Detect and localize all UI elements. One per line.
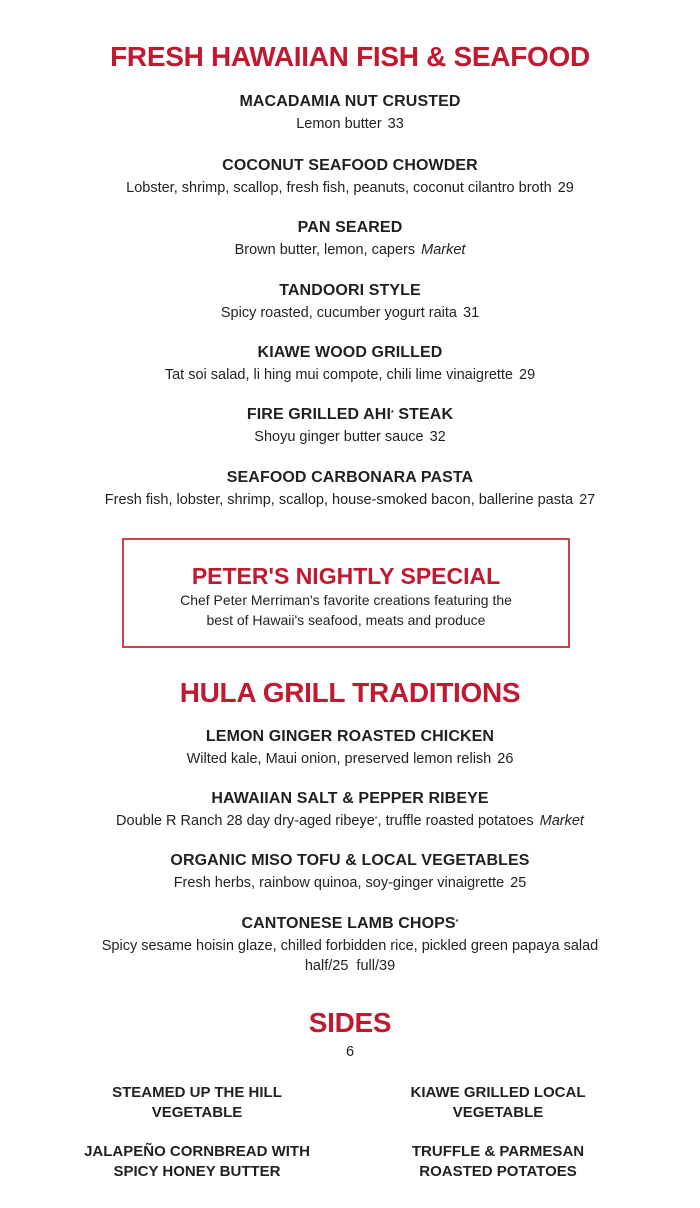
- item-desc: Fresh fish, lobster, shrimp, scallop, house-smoked bacon, ballerine pasta: [104, 492, 574, 508]
- menu-item: [0, 914, 700, 976]
- item-desc: Spicy roasted, cucumber yogurt raita: [220, 305, 457, 321]
- special-line-2: best of Hawaii's seafood, meats and produce: [206, 612, 486, 628]
- menu-item: [0, 156, 700, 198]
- item-name: PAN SEARED: [297, 219, 403, 236]
- item-name: SEAFOOD CARBONARA PASTA: [226, 469, 474, 486]
- special-title: PETER'S NIGHTLY SPECIAL: [191, 563, 501, 589]
- item-desc: Lemon butter: [296, 116, 382, 132]
- item-name: HAWAIIAN SALT & PEPPER RIBEYE: [211, 790, 489, 807]
- item-name: FIRE GRILLED AHI: [246, 406, 391, 423]
- menu-item: [0, 468, 700, 510]
- menu-item: [0, 789, 700, 831]
- sides-price: 6: [345, 1044, 355, 1060]
- asterisk: *: [374, 816, 378, 823]
- item-desc: Shoyu ginger butter sauce: [254, 429, 424, 445]
- section-title-fish: FRESH HAWAIIAN FISH & SEAFOOD: [110, 41, 590, 72]
- side-line: ROASTED POTATOES: [419, 1163, 577, 1180]
- side-line: TRUFFLE & PARMESAN: [411, 1143, 585, 1160]
- item-price: 26: [497, 751, 514, 767]
- item-desc: Lobster, shrimp, scallop, fresh fish, peanuts, coconut cilantro broth: [126, 180, 552, 196]
- item-price: Market: [421, 242, 466, 258]
- menu-item: [0, 92, 700, 134]
- item-name-b: STEAK: [393, 406, 454, 423]
- side-line: VEGETABLE: [452, 1104, 544, 1121]
- item-price: 31: [463, 305, 480, 321]
- side-item: [47, 1083, 347, 1123]
- item-price: half/25 full/39: [304, 958, 396, 974]
- menu-item: [0, 281, 700, 323]
- item-price: 32: [429, 429, 446, 445]
- item-desc: Tat soi salad, li hing mui compote, chili lime vinaigrette: [164, 367, 513, 383]
- side-item: [47, 1142, 347, 1182]
- menu-item: [0, 405, 700, 447]
- item-price: 27: [579, 492, 596, 508]
- section-title-hula: HULA GRILL TRADITIONS: [179, 677, 521, 708]
- asterisk: *: [391, 410, 394, 417]
- menu-item: [0, 727, 700, 769]
- item-desc: Wilted kale, Maui onion, preserved lemon relish: [186, 751, 492, 767]
- item-name: TANDOORI STYLE: [279, 282, 421, 299]
- menu-item: [0, 851, 700, 893]
- item-desc: Double R Ranch 28 day dry-aged ribeye: [116, 813, 375, 829]
- item-desc: Brown butter, lemon, capers: [234, 242, 416, 258]
- menu-item: [0, 218, 700, 260]
- side-line: STEAMED UP THE HILL: [112, 1084, 282, 1101]
- nightly-special-box: [122, 538, 570, 648]
- side-item: [348, 1142, 648, 1182]
- item-price: Market: [539, 813, 584, 829]
- item-desc-b: , truffle roasted potatoes: [377, 813, 534, 829]
- item-name: COCONUT SEAFOOD CHOWDER: [222, 157, 478, 174]
- item-name: ORGANIC MISO TOFU & LOCAL VEGETABLES: [170, 852, 530, 869]
- item-desc: Fresh herbs, rainbow quinoa, soy-ginger vinaigrette: [173, 875, 505, 891]
- menu-item: [0, 343, 700, 385]
- item-price: 29: [519, 367, 536, 383]
- side-line: KIAWE GRILLED LOCAL: [410, 1084, 586, 1101]
- item-price: 25: [510, 875, 527, 891]
- item-price: 29: [557, 180, 574, 196]
- special-line-1: Chef Peter Merriman's favorite creations featuring the: [180, 592, 512, 608]
- side-line: SPICY HONEY BUTTER: [113, 1163, 281, 1180]
- side-line: JALAPEÑO CORNBREAD WITH: [84, 1143, 310, 1160]
- item-name: LEMON GINGER ROASTED CHICKEN: [205, 728, 495, 745]
- item-name: MACADAMIA NUT CRUSTED: [239, 93, 461, 110]
- section-title-sides: SIDES: [308, 1007, 392, 1038]
- side-item: [348, 1083, 648, 1123]
- item-name: KIAWE WOOD GRILLED: [257, 344, 443, 361]
- item-desc: Spicy sesame hoisin glaze, chilled forbidden rice, pickled green papaya salad: [101, 938, 599, 954]
- side-line: VEGETABLE: [151, 1104, 243, 1121]
- item-price: 33: [387, 116, 404, 132]
- item-name: CANTONESE LAMB CHOPS: [241, 915, 456, 932]
- asterisk: *: [455, 919, 459, 926]
